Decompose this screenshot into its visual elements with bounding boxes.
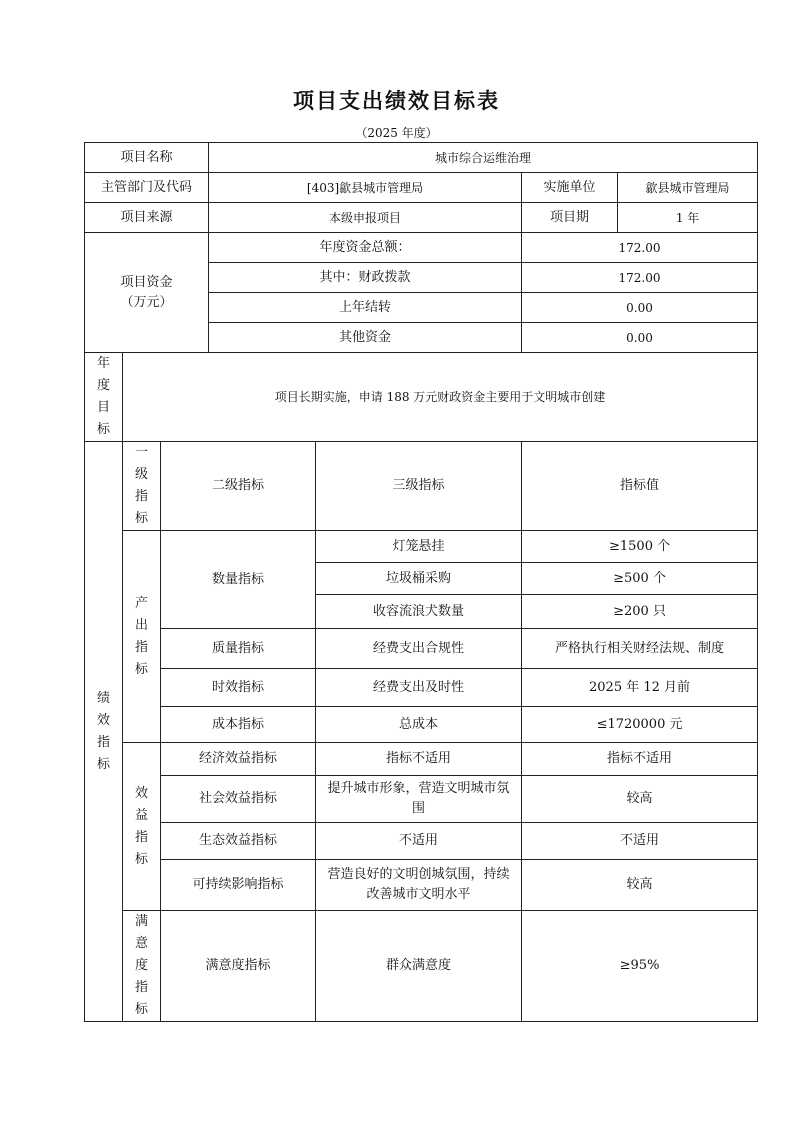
indicator-name: 群众满意度 bbox=[316, 911, 522, 1022]
label-char: 效 bbox=[134, 785, 148, 801]
funds-row-value: 0.00 bbox=[522, 293, 758, 323]
label-char: 指 bbox=[134, 489, 148, 504]
row-satisfaction bbox=[85, 911, 758, 1022]
indicator-value: ≥500 个 bbox=[522, 563, 758, 595]
indicator-value: 严格执行相关财经法规、制度 bbox=[522, 629, 758, 669]
label-char: 年 bbox=[96, 356, 110, 371]
funds-row-value: 172.00 bbox=[522, 233, 758, 263]
label-char: 级 bbox=[134, 467, 148, 482]
ecological-indicator-label: 生态效益指标 bbox=[161, 823, 316, 860]
level2-header: 二级指标 bbox=[161, 442, 316, 531]
row-social bbox=[85, 776, 758, 823]
performance-label bbox=[85, 442, 123, 1022]
row-source bbox=[85, 203, 758, 233]
label-char: 度 bbox=[134, 958, 148, 973]
quantity-indicator-label: 数量指标 bbox=[161, 531, 316, 629]
indicator-value: 2025 年 12 月前 bbox=[522, 669, 758, 707]
indicator-name: 灯笼悬挂 bbox=[316, 531, 522, 563]
label-char: 一 bbox=[134, 445, 148, 460]
label-char: 度 bbox=[96, 378, 110, 393]
benefit-indicator-label bbox=[123, 743, 161, 911]
annual-goal-text: 项目长期实施，申请 188 万元财政资金主要用于文明城市创建 bbox=[123, 353, 758, 442]
indicator-value: 指标不适用 bbox=[522, 743, 758, 776]
page-title: 项目支出绩效目标表 bbox=[293, 89, 500, 113]
label-char: 满 bbox=[134, 914, 148, 929]
impl-label: 实施单位 bbox=[522, 173, 618, 203]
timeliness-indicator-label: 时效指标 bbox=[161, 669, 316, 707]
label-char: 指 bbox=[134, 639, 148, 655]
funds-label-line2: （万元） bbox=[120, 294, 173, 310]
period-value: 1 年 bbox=[618, 203, 758, 233]
indicator-value: 较高 bbox=[522, 860, 758, 911]
indicator-name bbox=[316, 860, 522, 911]
label-char: 效 bbox=[96, 712, 110, 728]
label-char: 标 bbox=[96, 756, 110, 772]
indicator-value: ≤1720000 元 bbox=[522, 707, 758, 743]
label-char: 绩 bbox=[96, 690, 110, 706]
indicator-value: ≥1500 个 bbox=[522, 531, 758, 563]
label-char: 标 bbox=[134, 511, 148, 526]
indicator-name: 垃圾桶采购 bbox=[316, 563, 522, 595]
year-label: （2025 年度） bbox=[355, 126, 438, 140]
cost-indicator-label: 成本指标 bbox=[161, 707, 316, 743]
economic-indicator-label: 经济效益指标 bbox=[161, 743, 316, 776]
performance-target-table bbox=[84, 142, 758, 1022]
row-indicator-header bbox=[85, 442, 758, 531]
row-department bbox=[85, 173, 758, 203]
label-char: 标 bbox=[134, 851, 148, 867]
label-char: 标 bbox=[96, 422, 110, 437]
social-indicator-label: 社会效益指标 bbox=[161, 776, 316, 823]
indicator-value: 较高 bbox=[522, 776, 758, 823]
row-annual-goal bbox=[85, 353, 758, 442]
source-value: 本级申报项目 bbox=[209, 203, 522, 233]
row-ecological bbox=[85, 823, 758, 860]
label-char: 指 bbox=[96, 734, 110, 750]
funds-label bbox=[85, 233, 209, 353]
value-header: 指标值 bbox=[522, 442, 758, 531]
label-char: 出 bbox=[134, 617, 148, 633]
row-quantity-1 bbox=[85, 531, 758, 563]
level1-header bbox=[123, 442, 161, 531]
source-label: 项目来源 bbox=[85, 203, 209, 233]
row-sustainable bbox=[85, 860, 758, 911]
quality-indicator-label: 质量指标 bbox=[161, 629, 316, 669]
satisfaction-indicator-label: 满意度指标 bbox=[161, 911, 316, 1022]
label-char: 标 bbox=[134, 661, 148, 677]
period-label: 项目期 bbox=[522, 203, 618, 233]
project-name-label: 项目名称 bbox=[85, 143, 209, 173]
sustainable-indicator-label: 可持续影响指标 bbox=[161, 860, 316, 911]
indicator-name: 指标不适用 bbox=[316, 743, 522, 776]
indicator-name: 收容流浪犬数量 bbox=[316, 595, 522, 629]
satisfaction-level1-label bbox=[123, 911, 161, 1022]
indicator-name bbox=[316, 776, 522, 823]
dept-label: 主管部门及代码 bbox=[85, 173, 209, 203]
indicator-name: 经费支出及时性 bbox=[316, 669, 522, 707]
label-char: 益 bbox=[134, 807, 148, 823]
funds-row-value: 172.00 bbox=[522, 263, 758, 293]
row-funds-total bbox=[85, 233, 758, 263]
indicator-name-line: 改善城市文明水平 bbox=[366, 887, 471, 902]
row-cost bbox=[85, 707, 758, 743]
label-char: 意 bbox=[134, 936, 148, 951]
label-char: 指 bbox=[134, 829, 148, 845]
annual-goal-label bbox=[85, 353, 123, 442]
funds-row-label: 上年结转 bbox=[209, 293, 522, 323]
funds-row-value: 0.00 bbox=[522, 323, 758, 353]
indicator-name-line: 营造良好的文明创城氛围，持续 bbox=[327, 867, 510, 882]
row-project-name bbox=[85, 143, 758, 173]
indicator-name-line: 围 bbox=[412, 801, 426, 816]
output-indicator-label bbox=[123, 531, 161, 743]
row-timeliness bbox=[85, 669, 758, 707]
row-economic bbox=[85, 743, 758, 776]
label-char: 产 bbox=[134, 595, 148, 611]
project-name-value: 城市综合运维治理 bbox=[209, 143, 758, 173]
indicator-value: 不适用 bbox=[522, 823, 758, 860]
label-char: 目 bbox=[96, 400, 110, 415]
dept-value: [403]歙县城市管理局 bbox=[209, 173, 522, 203]
funds-row-label: 年度资金总额： bbox=[209, 233, 522, 263]
indicator-name: 不适用 bbox=[316, 823, 522, 860]
funds-label-line1: 项目资金 bbox=[120, 274, 173, 290]
funds-row-label: 其中：财政拨款 bbox=[209, 263, 522, 293]
indicator-name-line: 提升城市形象，营造文明城市氛 bbox=[327, 781, 510, 796]
row-quality bbox=[85, 629, 758, 669]
indicator-value: ≥200 只 bbox=[522, 595, 758, 629]
indicator-value: ≥95% bbox=[522, 911, 758, 1022]
label-char: 指 bbox=[134, 980, 148, 995]
level3-header: 三级指标 bbox=[316, 442, 522, 531]
funds-row-label: 其他资金 bbox=[209, 323, 522, 353]
indicator-name: 经费支出合规性 bbox=[316, 629, 522, 669]
impl-value: 歙县城市管理局 bbox=[618, 173, 758, 203]
indicator-name: 总成本 bbox=[316, 707, 522, 743]
label-char: 标 bbox=[134, 1002, 148, 1017]
